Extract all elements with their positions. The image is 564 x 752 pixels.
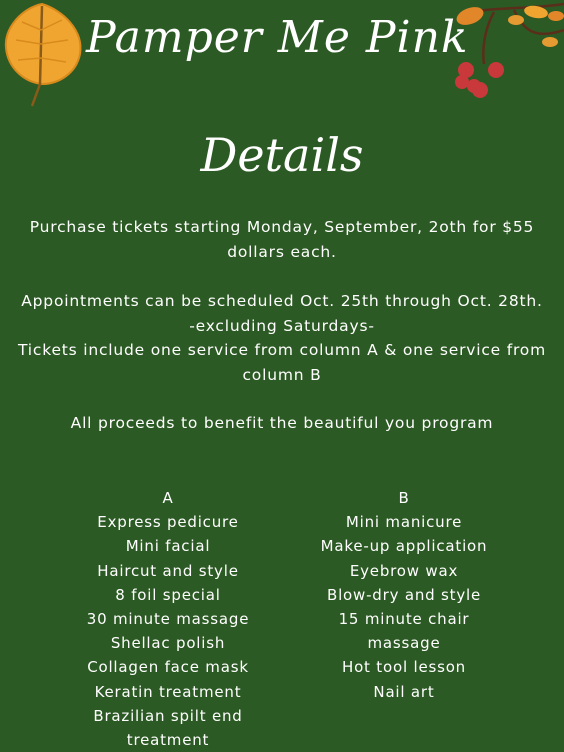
page-subtitle: Details xyxy=(200,128,364,182)
page-title: Pamper Me Pink xyxy=(86,12,469,63)
list-item: Haircut and style xyxy=(97,561,239,580)
list-item: 8 foil special xyxy=(115,585,221,604)
list-item: 30 minute massage xyxy=(86,610,250,629)
list-item: Shellac polish xyxy=(110,634,226,653)
info-block xyxy=(0,289,564,387)
appointments-text: Appointments can be scheduled Oct. 25th through Oct. 28th. xyxy=(21,292,543,310)
list-item: Keratin treatment xyxy=(94,682,242,701)
include-text: Tickets include one service from column A & one service from column B xyxy=(18,341,546,384)
list-item: Express pedicure xyxy=(97,513,239,532)
list-item: Mini facial xyxy=(125,537,211,556)
list-item: Eyebrow wax xyxy=(349,561,459,580)
list-item: Hot tool lesson xyxy=(342,658,466,677)
column-b xyxy=(284,486,524,704)
proceeds-text: All proceeds to benefit the beautiful you program xyxy=(70,414,494,432)
column-a-heading: A xyxy=(162,489,174,507)
list-item: Collagen face mask xyxy=(87,658,249,677)
list-item: Brazilian spilt end treatment xyxy=(93,706,243,750)
excluding-text: -excluding Saturdays- xyxy=(189,316,375,335)
column-a xyxy=(48,486,288,752)
list-item: 15 minute chair massage xyxy=(338,610,470,653)
tickets-text: Purchase tickets starting Monday, September, 2oth for $55 dollars each. xyxy=(29,218,535,261)
autumn-leaf-icon xyxy=(2,0,92,110)
column-b-heading: B xyxy=(398,489,410,507)
list-item: Mini manicure xyxy=(345,513,463,532)
list-item: Make-up application xyxy=(320,537,488,556)
berry-branch-icon xyxy=(454,0,564,110)
list-item: Blow-dry and style xyxy=(326,585,481,604)
list-item: Nail art xyxy=(373,682,435,701)
